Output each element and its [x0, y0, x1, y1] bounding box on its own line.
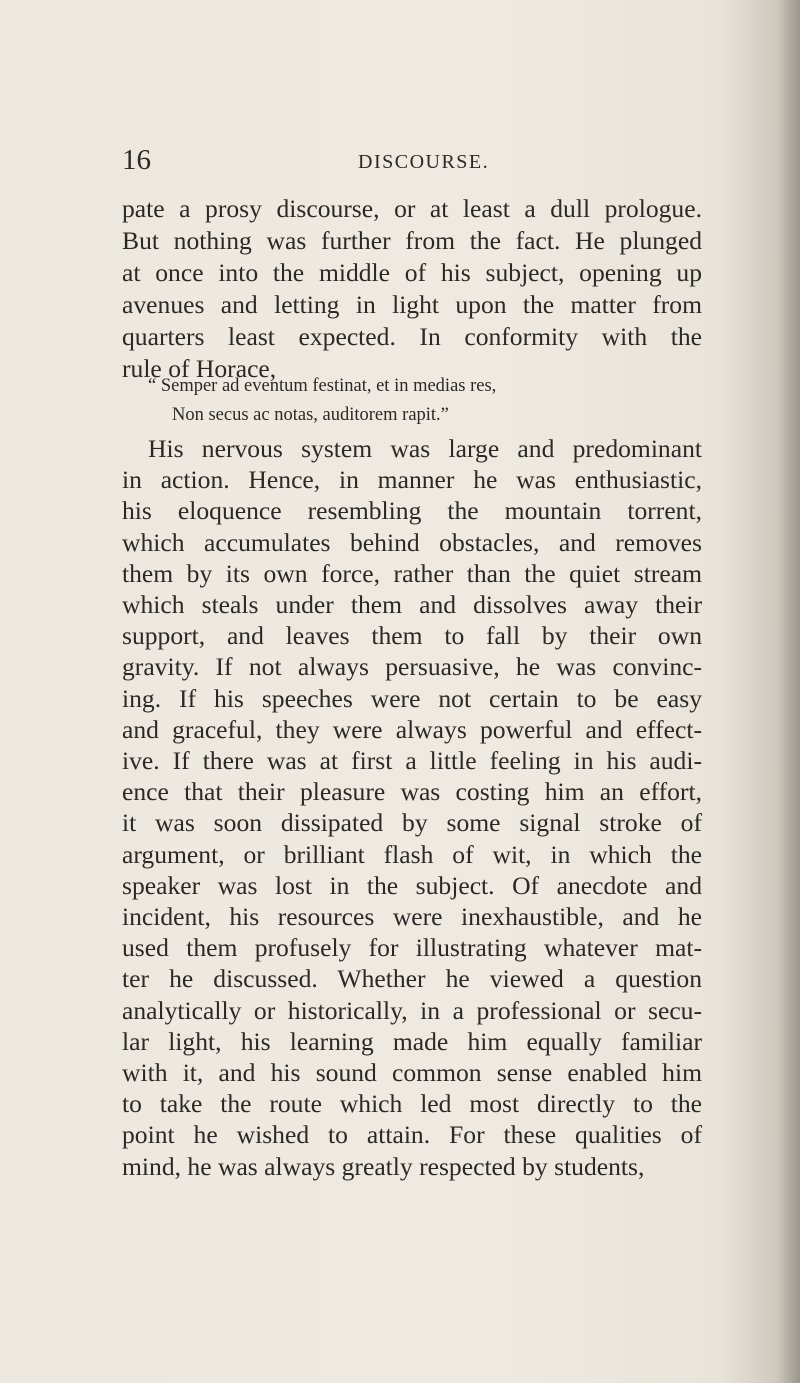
text-line: at once into the middle of his subject, opening up [122, 258, 702, 287]
text-line: which accumulates behind obstacles, and removes [122, 528, 702, 557]
quote-line: “ Semper ad eventum festinat, et in medias res, [148, 376, 497, 396]
text-line: ive. If there was at first a little feeling in his audi- [122, 746, 702, 775]
text-line: pate a prosy discourse, or at least a dull prologue. [122, 194, 702, 223]
text-line: ing. If his speeches were not certain to be easy [122, 684, 702, 713]
page-number: 16 [122, 144, 151, 176]
text-line: ence that their pleasure was costing him an effort, [122, 777, 702, 806]
text-line: his eloquence resembling the mountain torrent, [122, 496, 702, 525]
text-line: them by its own force, rather than the quiet stream [122, 559, 702, 588]
text-line: rule of Horace, [122, 354, 277, 383]
text-line: lar light, his learning made him equally familiar [122, 1027, 702, 1056]
text-line: avenues and letting in light upon the matter from [122, 290, 702, 319]
page-header [122, 144, 702, 176]
text-line: it was soon dissipated by some signal stroke of [122, 808, 702, 837]
text-line: mind, he was always greatly respected by students, [122, 1152, 645, 1181]
text-line: argument, or brilliant flash of wit, in which the [122, 840, 702, 869]
text-line: point he wished to attain. For these qualities of [122, 1120, 702, 1149]
text-line: and graceful, they were always powerful and effect- [122, 715, 702, 744]
text-line: analytically or historically, in a professional or secu- [122, 996, 702, 1025]
text-line: quarters least expected. In conformity with the [122, 322, 702, 351]
running-head: DISCOURSE. [358, 151, 490, 173]
text-line: speaker was lost in the subject. Of anecdote and [122, 871, 702, 900]
text-line: incident, his resources were inexhaustible, and he [122, 902, 702, 931]
paragraph-first-line: His nervous system was large and predominant [148, 434, 702, 463]
text-line: in action. Hence, in manner he was enthusiastic, [122, 465, 702, 494]
text-line: which steals under them and dissolves away their [122, 590, 702, 619]
text-line: to take the route which led most directly to the [122, 1089, 702, 1118]
text-line: gravity. If not always persuasive, he was convinc- [122, 652, 702, 681]
text-line: support, and leaves them to fall by their own [122, 621, 702, 650]
text-line: But nothing was further from the fact. He plunged [122, 226, 702, 255]
quote-line: Non secus ac notas, auditorem rapit.” [172, 405, 449, 425]
text-line: with it, and his sound common sense enabled him [122, 1058, 702, 1087]
text-line: used them profusely for illustrating whatever mat- [122, 933, 702, 962]
text-line: ter he discussed. Whether he viewed a question [122, 964, 702, 993]
